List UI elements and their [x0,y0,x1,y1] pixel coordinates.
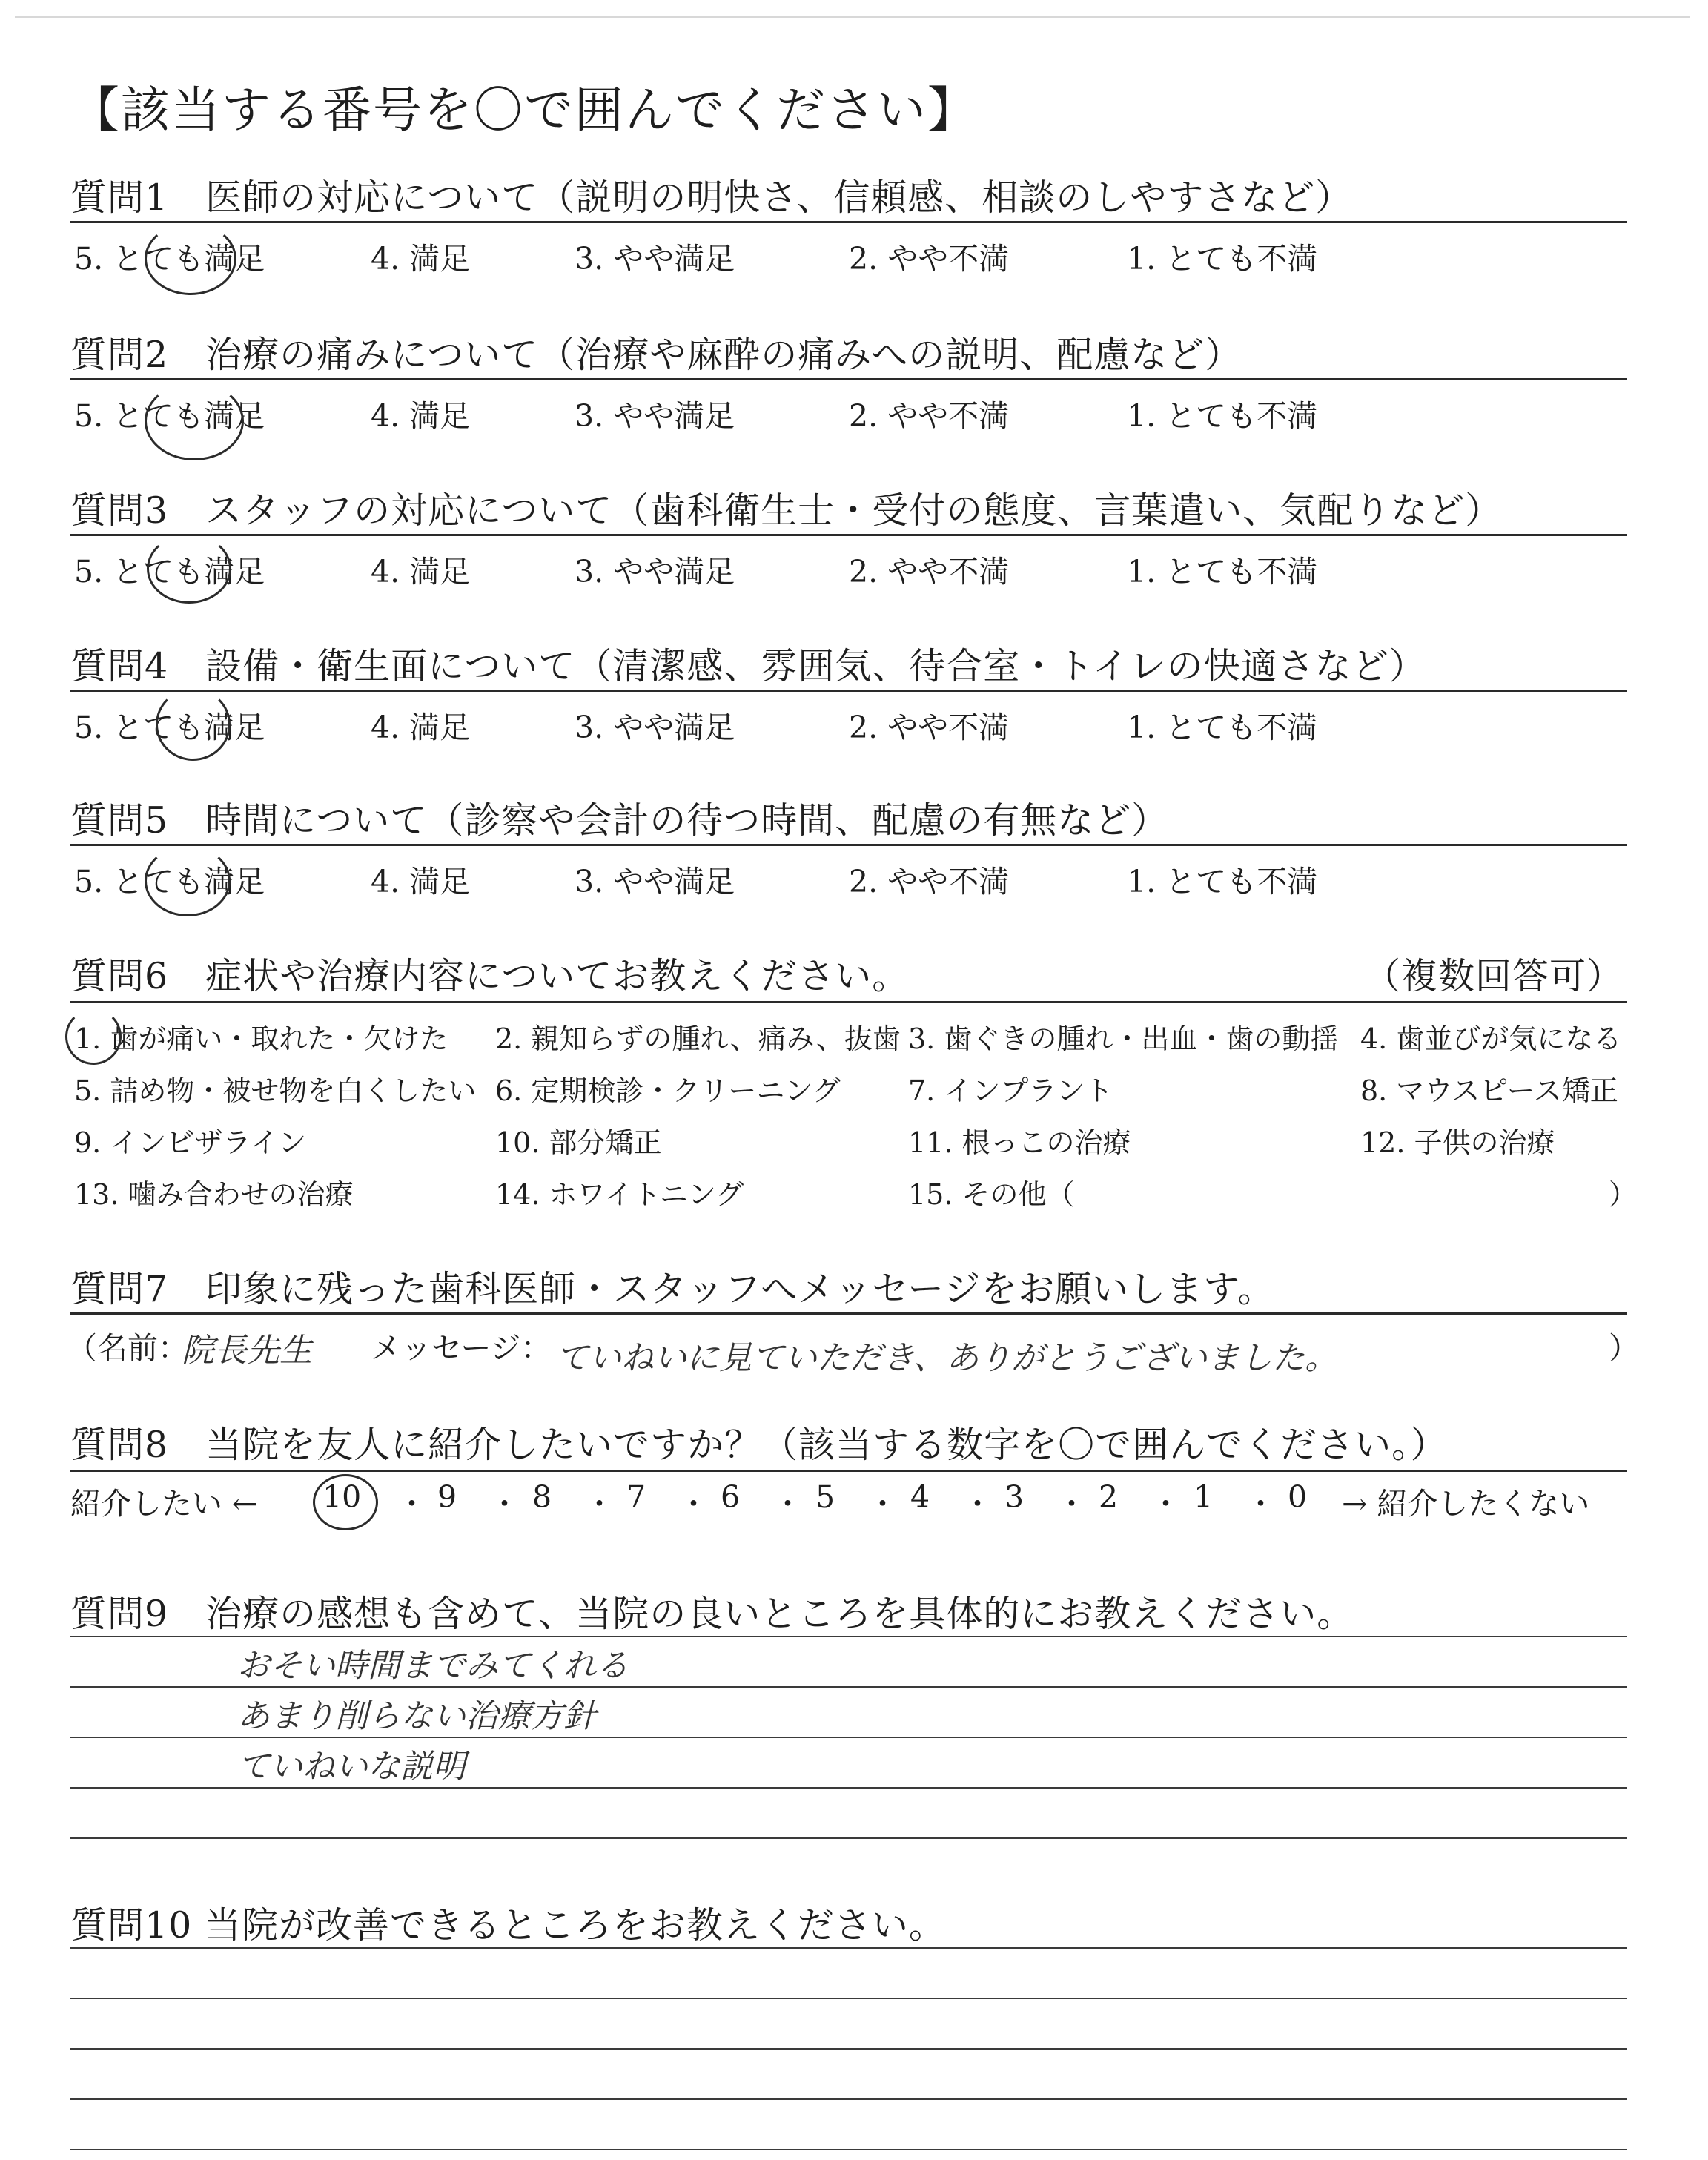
q7-heading: 質問7 印象に残った歯科医師・スタッフへメッセージをお願いします。 [70,1268,1275,1310]
q1-option-5[interactable]: 5. とても満足 [74,241,265,277]
q7-rule [70,1312,1627,1315]
q10-line [70,2048,1627,2050]
q6-item-6[interactable]: 6. 定期検診・クリーニング [495,1074,841,1107]
page-title: 【該当する番号を〇で囲んでください】 [70,82,978,139]
q9-line [70,1737,1627,1738]
q8-scale-0[interactable]: 0 [1288,1479,1308,1515]
q3-heading: 質問3 スタッフの対応について（歯科衛生士・受付の態度、言葉遣い、気配りなど） [70,489,1503,532]
q8-rule [70,1470,1627,1472]
q5-rule [70,844,1627,846]
q7-name-value[interactable]: 院長先生 [182,1332,312,1370]
q2-option-3[interactable]: 3. やや満足 [575,398,735,434]
q2-option-4[interactable]: 4. 満足 [371,398,471,434]
q6-rule [70,1001,1627,1003]
q3-option-1[interactable]: 1. とても不満 [1127,554,1318,589]
q9-answer-line-1[interactable]: おそい時間までみてくれる [237,1647,629,1685]
q8-dot: ・ [489,1486,520,1522]
q2-option-5[interactable]: 5. とても満足 [74,398,265,434]
q8-right-label: → 紹介したくない [1342,1486,1590,1522]
q4-option-5[interactable]: 5. とても満足 [74,710,265,745]
q6-item-11[interactable]: 11. 根っこの治療 [908,1126,1131,1159]
q4-option-2[interactable]: 2. やや不満 [849,710,1010,745]
q8-dot: ・ [584,1486,615,1522]
q5-option-1[interactable]: 1. とても不満 [1127,864,1318,899]
q6-item-4[interactable]: 4. 歯並びが気になる [1360,1023,1622,1055]
q9-line [70,1686,1627,1688]
q6-item-15[interactable]: 15. その他（ [908,1178,1075,1211]
q8-dot: ・ [678,1486,709,1522]
q6-item-1[interactable]: 1. 歯が痛い・取れた・欠けた [74,1023,448,1055]
q8-scale-2[interactable]: 2 [1099,1479,1119,1515]
q7-message-label: メッセージ： [371,1330,552,1366]
q8-scale-6[interactable]: 6 [721,1479,741,1515]
q8-scale-3[interactable]: 3 [1004,1479,1025,1515]
q10-line [70,1998,1627,1999]
q9-line [70,1636,1627,1637]
q1-option-4[interactable]: 4. 満足 [371,241,471,277]
q8-answer-circle [313,1474,378,1530]
q4-option-4[interactable]: 4. 満足 [371,710,471,745]
q1-option-1[interactable]: 1. とても不満 [1127,241,1318,277]
q10-line [70,1947,1627,1949]
q5-heading: 質問5 時間について（診察や会計の待つ時間、配慮の有無など） [70,799,1169,842]
q6-item-12[interactable]: 12. 子供の治療 [1360,1126,1555,1159]
scan-top-edge [15,16,1690,18]
q10-line [70,2149,1627,2150]
q6-item-9[interactable]: 9. インビザライン [74,1126,307,1159]
q3-option-5[interactable]: 5. とても満足 [74,554,265,589]
q2-option-1[interactable]: 1. とても不満 [1127,398,1318,434]
q3-rule [70,534,1627,536]
q8-dot: ・ [1056,1486,1087,1522]
q2-option-2[interactable]: 2. やや不満 [849,398,1010,434]
q10-heading: 質問10 当院が改善できるところをお教えください。 [70,1904,946,1946]
q6-item-10[interactable]: 10. 部分矯正 [495,1126,662,1159]
q8-dot: ・ [397,1486,427,1522]
q8-left-label: 紹介したい ← [70,1486,258,1522]
q8-dot: ・ [772,1486,803,1522]
q1-option-2[interactable]: 2. やや不満 [849,241,1010,277]
q6-item-14[interactable]: 14. ホワイトニング [495,1178,744,1211]
q7-message-value[interactable]: ていねいに見ていただき、ありがとうございました。 [556,1339,1338,1377]
q5-option-2[interactable]: 2. やや不満 [849,864,1010,899]
q2-answer-circle [145,382,244,460]
q3-answer-circle [147,534,231,604]
q8-dot: ・ [1151,1486,1181,1522]
q1-rule [70,221,1627,223]
q3-option-2[interactable]: 2. やや不満 [849,554,1010,589]
q4-heading: 質問4 設備・衛生面について（清潔感、雰囲気、待合室・トイレの快適さなど） [70,645,1426,687]
q9-line [70,1837,1627,1839]
q6-item-13[interactable]: 13. 噛み合わせの治療 [74,1178,354,1211]
q3-option-3[interactable]: 3. やや満足 [575,554,735,589]
q5-option-3[interactable]: 3. やや満足 [575,864,735,899]
q8-scale-9[interactable]: 9 [437,1479,457,1515]
q6-item-15-close: ） [1609,1178,1638,1211]
q6-heading: 質問6 症状や治療内容についてお教えください。 [70,955,910,997]
q6-item-5[interactable]: 5. 詰め物・被せ物を白くしたい [74,1074,477,1107]
q8-scale-8[interactable]: 8 [532,1479,552,1515]
q8-dot: ・ [1245,1486,1276,1522]
q8-heading: 質問8 当院を友人に紹介したいですか？（該当する数字を〇で囲んでください。） [70,1424,1448,1466]
q6-item-3[interactable]: 3. 歯ぐきの腫れ・出血・歯の動揺 [908,1023,1339,1055]
q2-rule [70,378,1627,380]
q8-dot: ・ [962,1486,993,1522]
q10-line [70,2098,1627,2100]
q8-scale-5[interactable]: 5 [815,1479,835,1515]
q6-item-8[interactable]: 8. マウスピース矯正 [1360,1074,1618,1107]
q8-scale-1[interactable]: 1 [1194,1479,1214,1515]
q4-answer-circle [156,688,231,761]
q5-option-5[interactable]: 5. とても満足 [74,864,265,899]
q9-answer-line-2[interactable]: あまり削らない治療方針 [237,1697,596,1735]
q8-scale-10[interactable]: 10 [322,1479,362,1515]
q6-item-2[interactable]: 2. 親知らずの腫れ、痛み、抜歯 [495,1023,901,1055]
q4-option-3[interactable]: 3. やや満足 [575,710,735,745]
q4-rule [70,690,1627,692]
q9-heading: 質問9 治療の感想も含めて、当院の良いところを具体的にお教えください。 [70,1593,1354,1635]
q5-answer-circle [145,845,231,916]
q8-scale-4[interactable]: 4 [910,1479,930,1515]
q1-heading: 質問1 医師の対応について（説明の明快さ、信頼感、相談のしやすさなど） [70,176,1353,219]
q1-answer-circle [145,222,236,295]
q3-option-4[interactable]: 4. 満足 [371,554,471,589]
q6-answer-circle [65,1008,122,1065]
q4-option-1[interactable]: 1. とても不満 [1127,710,1318,745]
q8-scale-7[interactable]: 7 [626,1479,646,1515]
q9-line [70,1787,1627,1789]
q5-option-4[interactable]: 4. 満足 [371,864,471,899]
q8-dot: ・ [867,1486,898,1522]
q7-name-label: （名前： [67,1330,188,1366]
q6-note: （複数回答可） [1364,955,1624,997]
q7-close: ） [1609,1330,1639,1366]
q2-heading: 質問2 治療の痛みについて（治療や麻酔の痛みへの説明、配慮など） [70,334,1242,376]
q1-option-3[interactable]: 3. やや満足 [575,241,735,277]
q6-item-7[interactable]: 7. インプラント [908,1074,1113,1107]
q9-answer-line-3[interactable]: ていねいな説明 [237,1748,466,1786]
